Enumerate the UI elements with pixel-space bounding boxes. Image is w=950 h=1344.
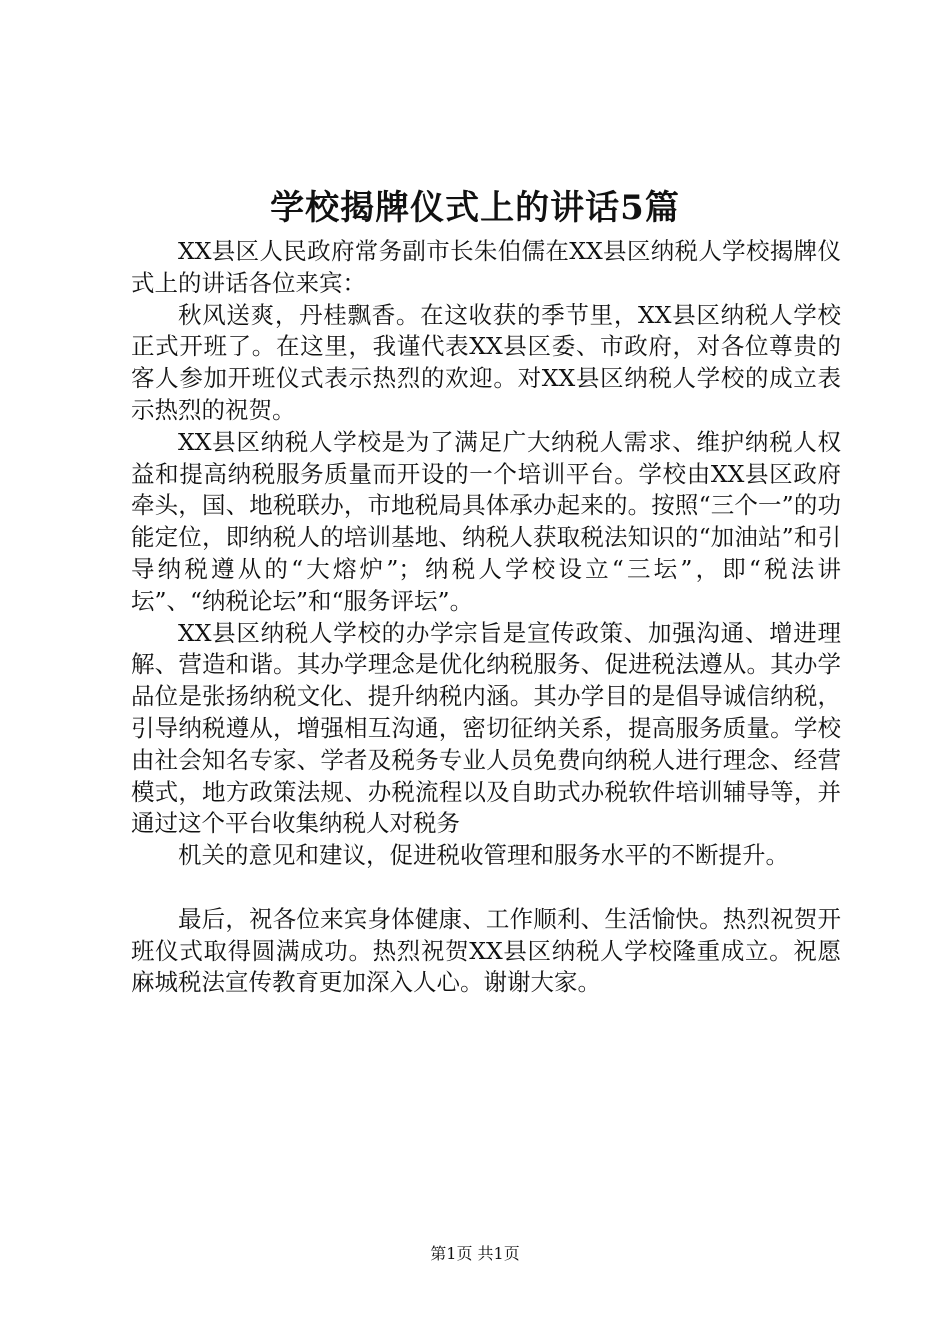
paragraph-opening: XX县区人民政府常务副市长朱伯儒在XX县区纳税人学校揭牌仪式上的讲话各位来宾： <box>131 237 841 297</box>
page-footer: 第1页 共1页 <box>430 1244 520 1263</box>
document-title: 学校揭牌仪式上的讲话5篇 <box>270 188 680 228</box>
paragraph-school-purpose: XX县区纳税人学校的办学宗旨是宣传政策、加强沟通、增进理解、营造和谐。其办学理念是优化纳税服务、促进税法遵从。其办学品位是张扬纳税文化、提升纳税内涵。其办学目的是倡导诚信纳税，引导纳税遵从，增强相互沟通，密切征纳关系，提高服务质量。学校由社会知名专家、学者及税务专业人员免费向纳税人进行理念、经营模式，地方政策法规、办税流程以及自助式办税软件培训辅导等，并通过这个平台收集纳税人对税务 <box>131 618 841 838</box>
paragraph-greeting: 秋风送爽，丹桂飘香。在这收获的季节里，XX县区纳税人学校正式开班了。在这里，我谨代表XX县区委、市政府，对各位尊贵的客人参加开班仪式表示热烈的欢迎。对XX县区纳税人学校的成立表示热烈的祝贺。 <box>131 300 841 424</box>
paragraph-school-intro: XX县区纳税人学校是为了满足广大纳税人需求、维护纳税人权益和提高纳税服务质量而开设的一个培训平台。学校由XX县区政府牵头，国、地税联办，市地税局具体承办起来的。按照“三个一”的功能定位，即纳税人的培训基地、纳税人获取税法知识的“加油站”和引导纳税遵从的“大熔炉”；纳税人学校设立“三坛”，即“税法讲坛”、“纳税论坛”和“服务评坛”。 <box>131 427 841 615</box>
paragraph-continuation: 机关的意见和建议，促进税收管理和服务水平的不断提升。 <box>178 841 789 870</box>
document-body <box>131 236 841 999</box>
paragraph-closing: 最后，祝各位来宾身体健康、工作顺利、生活愉快。热烈祝贺开班仪式取得圆满成功。热烈祝贺XX县区纳税人学校隆重成立。祝愿麻城税法宣传教育更加深入人心。谢谢大家。 <box>131 904 841 997</box>
